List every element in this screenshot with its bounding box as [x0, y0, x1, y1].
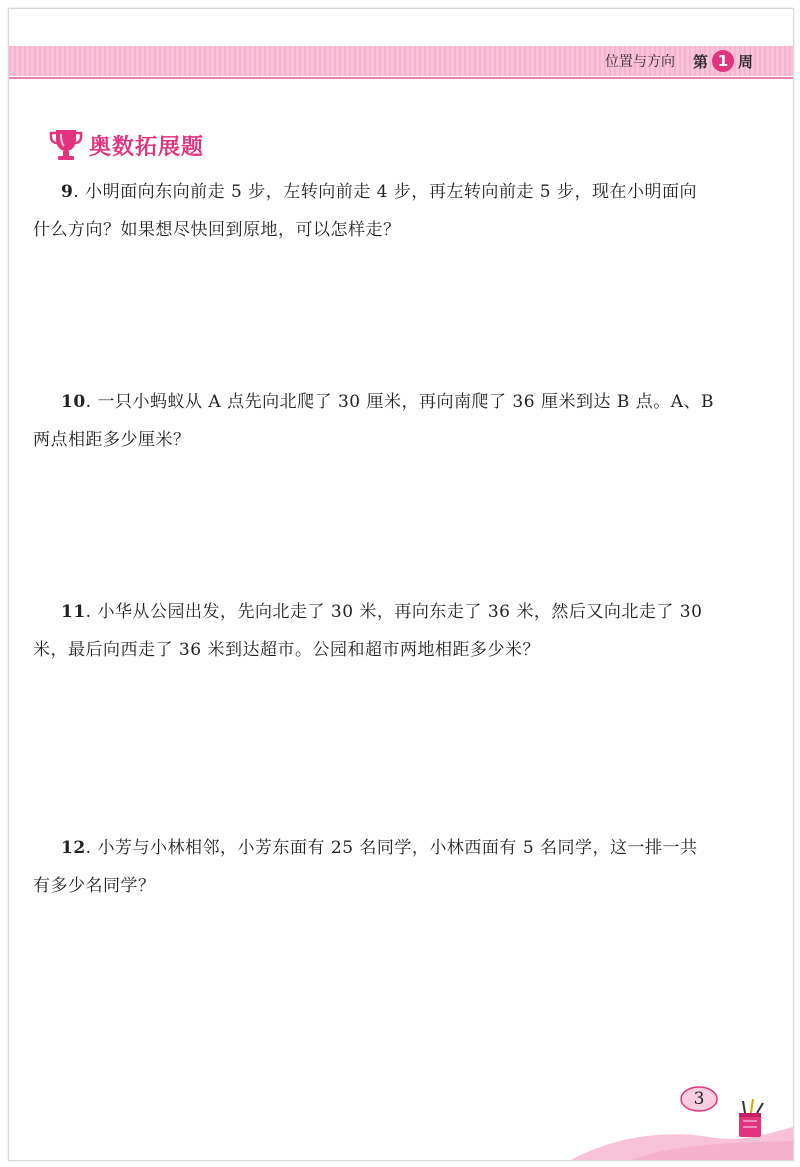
- trophy-icon: [49, 127, 83, 163]
- problem-number: 9: [61, 182, 74, 202]
- problem-12: [33, 829, 761, 905]
- week-prefix: 第: [692, 52, 708, 71]
- problem-text-line2: 有多少名同学？: [33, 876, 156, 896]
- page-number-badge: [679, 1084, 719, 1114]
- header-label: [605, 46, 753, 76]
- problem-10: [33, 383, 761, 459]
- pencil-cup-icon: [734, 1099, 770, 1139]
- week-number-badge: 1: [712, 50, 734, 72]
- section-name: 位置与方向: [604, 54, 675, 70]
- problem-text-line1: . 小华从公园出发，先向北走了 30 米，再向东走了 36 米，然后又向北走了 30: [85, 602, 703, 622]
- problem-11: [33, 593, 761, 669]
- problem-9: [33, 173, 761, 249]
- problem-text-line1: . 一只小蚂蚁从 A 点先向北爬了 30 厘米，再向南爬了 36 厘米到达 B 点。A、B: [85, 392, 715, 412]
- week-suffix: 周: [737, 52, 753, 71]
- header-band: [9, 46, 793, 76]
- problem-text-line1: . 小明面向东向前走 5 步，左转向前走 4 步，再左转向前走 5 步，现在小明面向: [73, 182, 698, 202]
- problem-text-line2: 什么方向？如果想尽快回到原地，可以怎样走？: [33, 220, 401, 240]
- section-heading: [49, 127, 204, 163]
- problem-number: 11: [61, 602, 86, 622]
- problem-text-line2: 两点相距多少厘米？: [33, 430, 191, 450]
- section-title: 奥数拓展题: [89, 134, 205, 160]
- page-number: 3: [693, 1089, 705, 1109]
- problem-number: 12: [61, 838, 86, 858]
- problem-text-line2: 米，最后向西走了 36 米到达超市。公园和超市两地相距多少米？: [33, 640, 540, 660]
- worksheet-page: [8, 8, 794, 1161]
- problem-text-line1: . 小芳与小林相邻，小芳东面有 25 名同学，小林西面有 5 名同学，这一排一共: [85, 838, 698, 858]
- problem-number: 10: [61, 392, 86, 412]
